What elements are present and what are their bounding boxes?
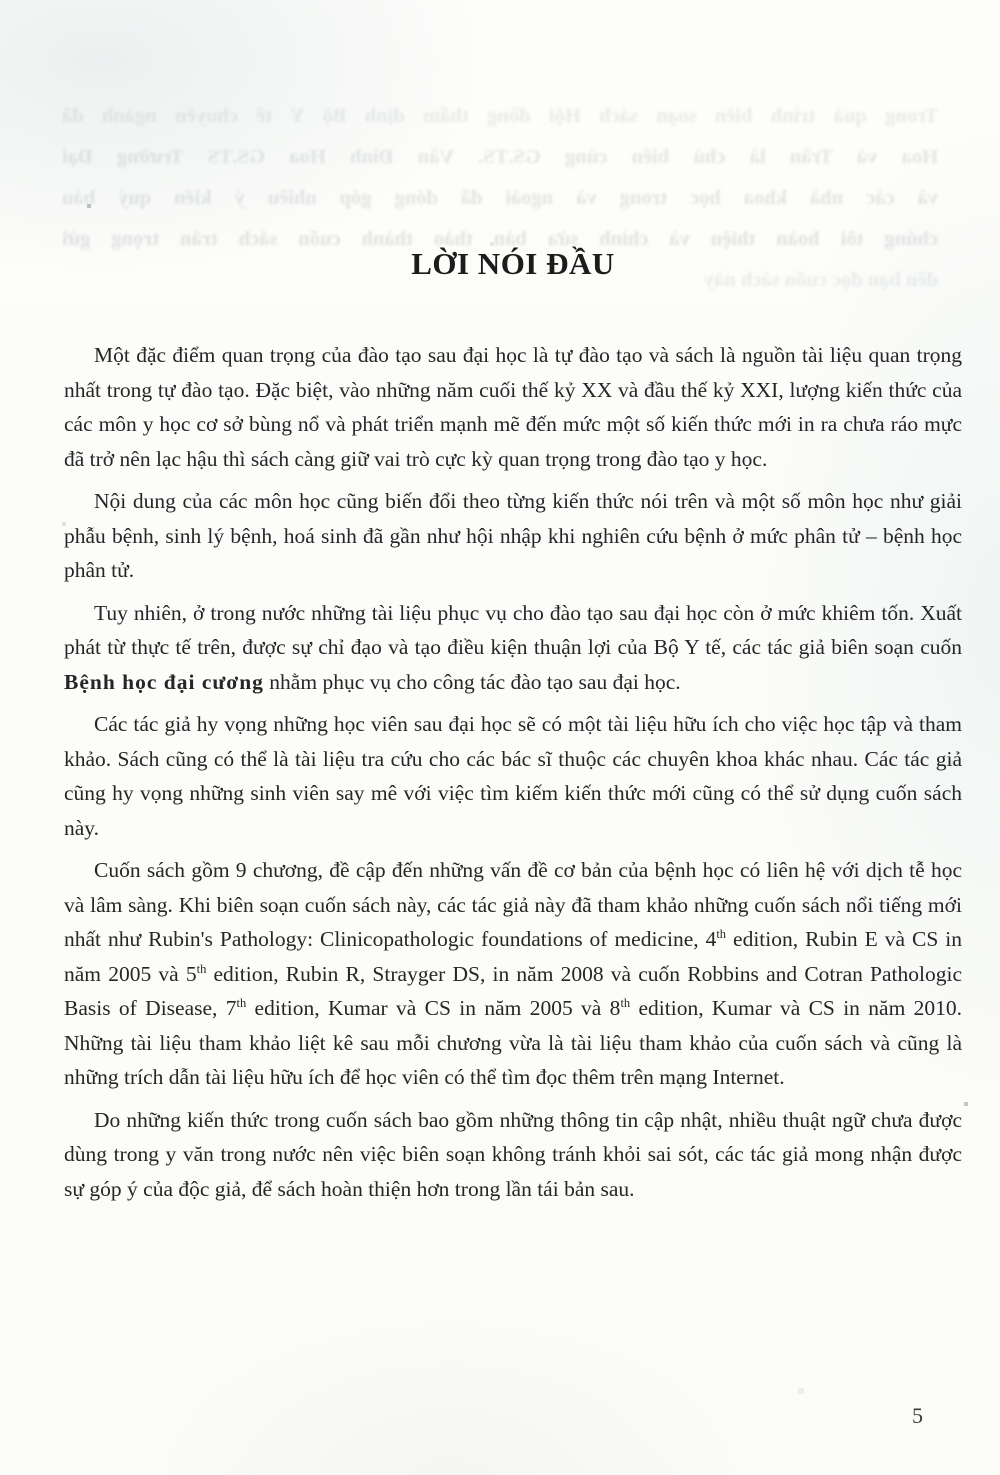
bleedthrough-line: đến bạn đọc cuốn sách này xyxy=(703,269,938,291)
text-segment: Một đặc điểm quan trọng của đào tạo sau đại học là tự đào tạo và sách là nguồn tài liệu quan trọng nhất trong tự đào tạo. Đặc biệt, vào những năm cuối thế kỷ XX và đầu thế kỷ XXI, lượng kiến thức của các môn y học cơ sở bùng nổ và phát triển mạnh mẽ đến mức một số kiến thức mới in ra chưa ráo mực đã trở nên lạc hậu thì sách càng giữ vai trò cực kỳ quan trọng trong đào tạo y học. xyxy=(64,343,962,471)
body-paragraph xyxy=(64,707,962,845)
text-segment: Các tác giả hy vọng những học viên sau đại học sẽ có một tài liệu hữu ích cho việc học tập và tham khảo. Sách cũng có thể là tài liệu tra cứu cho các bác sĩ thuộc các chuyên khoa khác nhau. Các tác giả cũng hy vọng những sinh viên say mê với việc tìm kiếm kiến thức mới cũng có thể sử dụng cuốn sách này. xyxy=(64,712,962,840)
body-paragraph xyxy=(64,338,962,476)
text-segment: Tuy nhiên, ở trong nước những tài liệu phục vụ cho đào tạo sau đại học còn ở mức khiêm tốn. Xuất phát từ thực tế trên, được sự chỉ đạo và tạo điều kiện thuận lợi của Bộ Y tế, các tác giả biên soạn cuốn xyxy=(64,600,962,659)
bold-book-title: Bệnh học đại cương xyxy=(64,669,264,694)
text-segment: th xyxy=(196,961,207,976)
bleedthrough-line: Trong quá trình biên soạn sách Hội đồng thẩm định Bộ Y tế chuyên ngành đã xyxy=(62,105,938,127)
text-segment: Cuốn sách gồm 9 chương, đề cập đến những vấn đề cơ bản của bệnh học có liên hệ với dịch tễ học và lâm sàng. Khi biên soạn cuốn sách này, các tác giả này đã tham khảo những cuốn sách nổi tiếng mới nhất như Rubin's Pathology: Clinicopathologic foundations of medicine, 4 xyxy=(64,858,962,951)
body-paragraph xyxy=(64,484,962,588)
text-segment: th xyxy=(620,995,631,1010)
text-segment: Do những kiến thức trong cuốn sách bao gồm những thông tin cập nhật, nhiều thuật ngữ chưa được dùng trong y văn trong nước nên việc biên soạn không tránh khỏi sai sót, các tác giả mong nhận được sự góp ý của độc giả, để sách hoàn thiện hơn trong lần tái bản sau. xyxy=(64,1107,962,1201)
page-title: LỜI NÓI ĐẦU xyxy=(411,246,615,281)
text-segment: edition, Kumar và CS in năm 2005 và 8 xyxy=(246,996,621,1020)
body-paragraph xyxy=(64,596,962,700)
scan-speckles xyxy=(0,0,2,2)
body-paragraph xyxy=(64,853,962,1095)
text-segment: edition, Rubin R, Strayger DS, in năm 2008 và cuốn Robbins and Cotran Pathologic Basis of Disease, 7 xyxy=(64,961,963,1020)
page-number: 5 xyxy=(912,1403,923,1428)
text-segment: th xyxy=(236,995,247,1010)
body-paragraph xyxy=(64,1103,962,1207)
bleedthrough-line: và các nhà khoa học trong và ngoài đã đóng góp nhiều ý kiến quý báu xyxy=(62,187,938,209)
bleedthrough-line: chúng tôi hoàn thiện và chỉnh sửa bản thảo thành cuốn sách trân trọng gửi xyxy=(62,228,938,250)
text-segment: nhằm phục vụ cho công tác đào tạo sau đại học. xyxy=(263,669,681,694)
text-segment: th xyxy=(716,926,727,941)
body-paragraphs xyxy=(64,338,962,1206)
bleedthrough-line: Hoa và Trần là chủ biên cùng GS.TS. Văn Đình Hoa GS.TS Trường Đại xyxy=(62,146,938,168)
text-segment: Nội dung của các môn học cũng biến đổi theo từng kiến thức nói trên và một số môn học như giải phẫu bệnh, sinh lý bệnh, hoá sinh đã gần như hội nhập khi nghiên cứu bệnh ở mức phân tử – bệnh học phân tử. xyxy=(64,489,962,582)
text-segment: edition, Rubin E và CS in năm 2005 và 5 xyxy=(64,927,962,986)
text-segment: edition, Kumar và CS in năm 2010. Những tài liệu tham khảo liệt kê sau mỗi chương vừa là tài liệu tham khảo của cuốn sách và cũng là những trích dẫn tài liệu hữu ích để học viên có thể tìm đọc thêm trên mạng Internet. xyxy=(64,996,963,1089)
